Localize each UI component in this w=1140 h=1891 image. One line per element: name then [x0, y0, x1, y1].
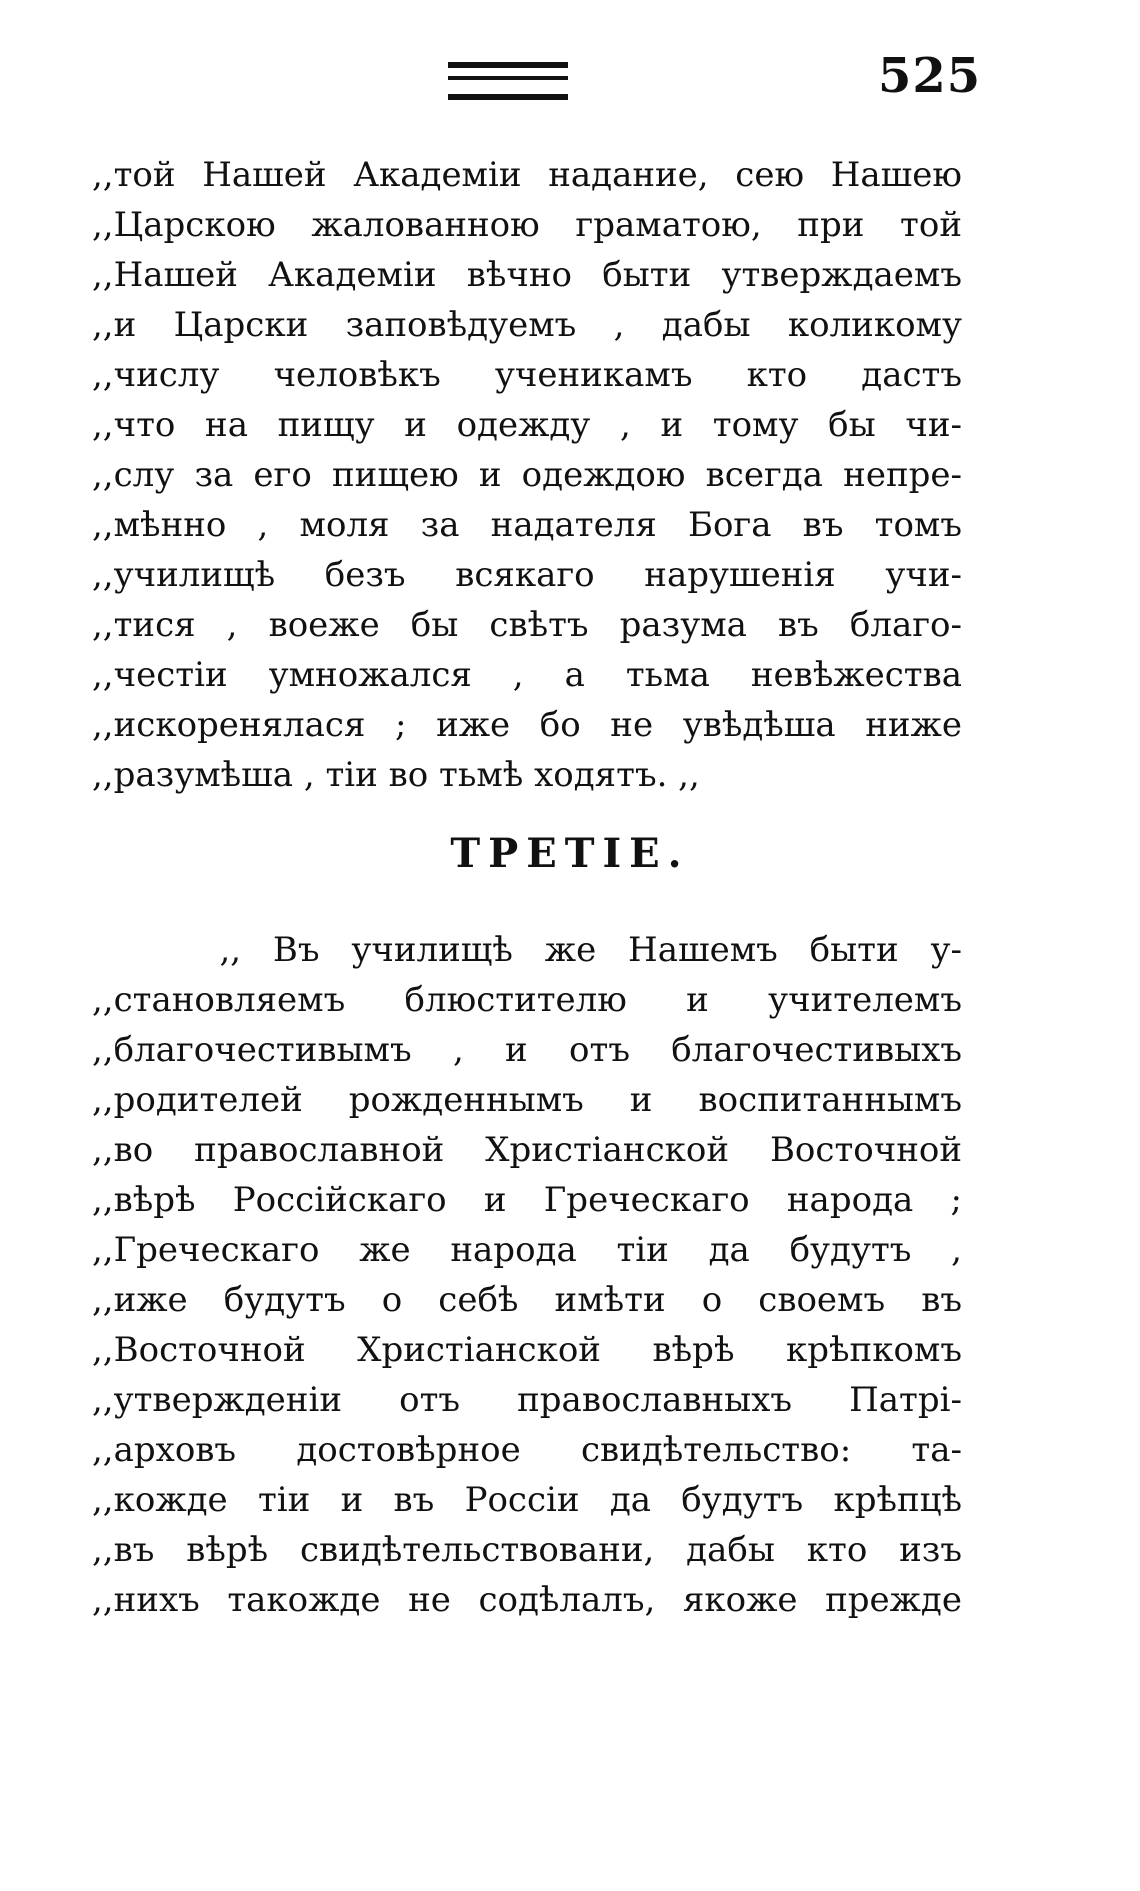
text-line: ,,разумѣша , тіи во тьмѣ ходятъ. ,,: [92, 755, 700, 795]
text-line: ,,и Царски заповѣдуемъ , дабы коликому: [92, 305, 962, 345]
text-line: ,,тися , воеже бы свѣтъ разума въ благо-: [92, 605, 962, 645]
text-line: ,,искоренялася ; иже бо не увѣдѣша ниже: [92, 705, 962, 745]
page-number: 525: [878, 48, 982, 104]
text-line: ,, Въ училищѣ же Нашемъ быти у-: [92, 930, 962, 970]
text-line: ,,мѣнно , моля за надателя Бога въ томъ: [92, 505, 962, 545]
text-line: ,,въ вѣрѣ свидѣтельствовани, дабы кто изъ: [92, 1530, 962, 1570]
text-line: ,,становляемъ блюстителю и учителемъ: [92, 980, 962, 1020]
text-line: ,,той Нашей Академіи надание, сею Нашею: [92, 155, 962, 195]
header-ornament-rule: [448, 62, 568, 100]
text-line: ,,Нашей Академіи вѣчно быти утверждаемъ: [92, 255, 962, 295]
text-line: ,,честіи умножался , а тьма невѣжества: [92, 655, 962, 695]
text-line: ,,вѣрѣ Россійскаго и Греческаго народа ;: [92, 1180, 962, 1220]
text-block-1: [92, 150, 962, 800]
text-line: ,,утвержденіи отъ православныхъ Патрі-: [92, 1380, 962, 1420]
text-block-2: [92, 925, 962, 1625]
text-line: ,,арховъ достовѣрное свидѣтельство: та-: [92, 1430, 962, 1470]
text-line: ,,родителей рожденнымъ и воспитаннымъ: [92, 1080, 962, 1120]
text-line: ,,числу человѣкъ ученикамъ кто дастъ: [92, 355, 962, 395]
text-line: ,,во православной Христіанской Восточной: [92, 1130, 962, 1170]
section-heading: ТРЕТІЕ.: [450, 830, 690, 877]
text-line: ,,кожде тіи и въ Россіи да будутъ крѣпцѣ: [92, 1480, 962, 1520]
text-line: ,,Царскою жалованною граматою, при той: [92, 205, 962, 245]
text-line: ,,иже будутъ о себѣ имѣти о своемъ въ: [92, 1280, 962, 1320]
text-line: ,,что на пищу и одежду , и тому бы чи-: [92, 405, 962, 445]
text-line: ,,слу за его пищею и одеждою всегда непре-: [92, 455, 962, 495]
text-line: ,,училищѣ безъ всякаго нарушенія учи-: [92, 555, 962, 595]
text-line: ,,благочестивымъ , и отъ благочестивыхъ: [92, 1030, 962, 1070]
text-line: ,,Восточной Христіанской вѣрѣ крѣпкомъ: [92, 1330, 962, 1370]
text-line: ,,Греческаго же народа тіи да будутъ ,: [92, 1230, 962, 1270]
text-line: ,,нихъ такожде не содѣлалъ, якоже прежде: [92, 1580, 962, 1620]
